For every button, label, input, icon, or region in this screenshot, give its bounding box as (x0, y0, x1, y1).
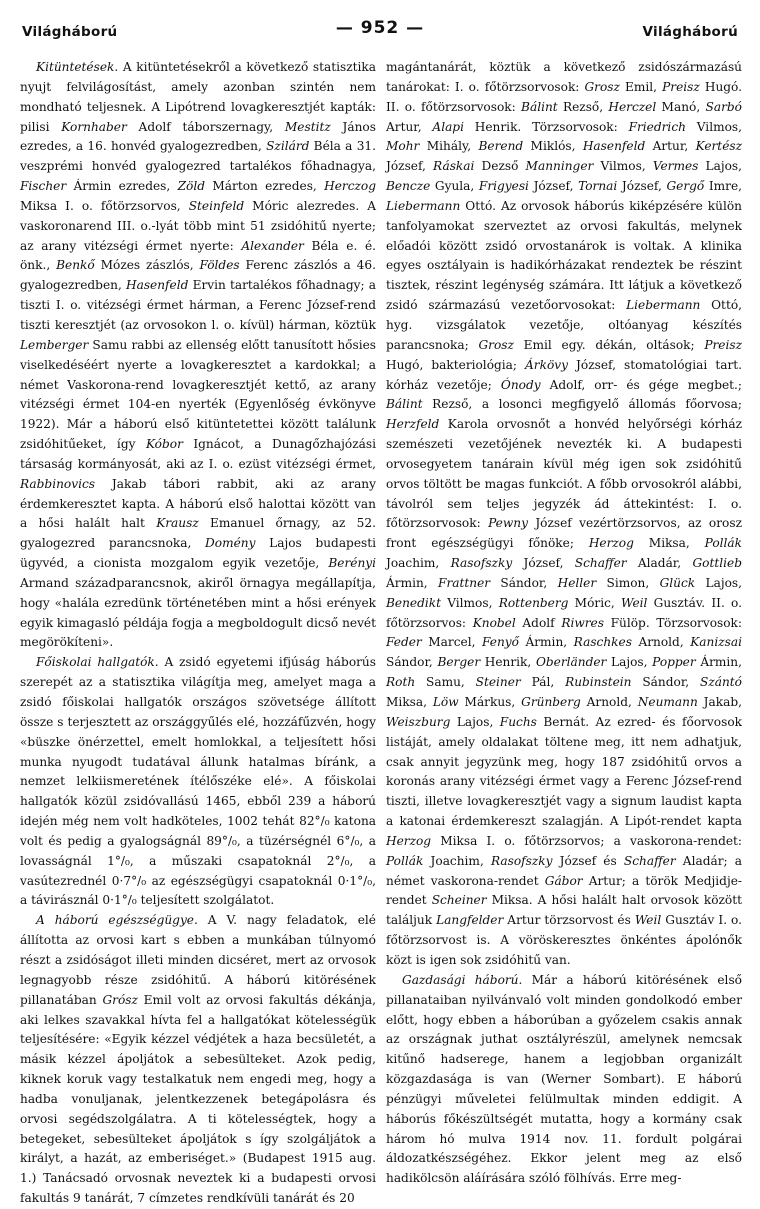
text-run: Mihály, (419, 139, 479, 154)
text-run: József vezértörzsorvos, az orosz front egészségügyi főnöke; (386, 516, 742, 551)
text-run: Lajos budapesti ügyvéd, a cionista mozgalom egyik vezetője, (20, 536, 377, 571)
text-run: János ezredes, a 16. honvéd gyalogezredben, (20, 119, 376, 154)
text-run: Aladár; a német vaskorona-rendet (386, 853, 742, 888)
text-run: Miksa I. o. főtörzsorvos, (20, 198, 189, 213)
text-run: Miksa, (633, 536, 705, 551)
text-run: Vilmos, (441, 595, 499, 610)
text-run: Adolf (515, 615, 562, 630)
italic-name: Berend (478, 139, 524, 154)
text-run: Dezső (474, 159, 526, 174)
italic-name: Zöld (177, 179, 205, 194)
text-run: Gusztáv I. o. főtörzsorvost is. A vöröskeresztes önkéntes ápolónők közt is igen sok zsidóhitű van. (386, 913, 743, 967)
text-run: Miksa. A hősi halált halt orvosok között találjuk (386, 893, 742, 928)
italic-name: Fuchs (499, 714, 537, 729)
italic-name: Domény (205, 536, 256, 551)
text-run: Armand századparancsnok, akiről örnagya megállapítja, hogy «halála ezredünk történetében mint a hősi erények egyik kimagasló példája fogja a megboldogult dicső nevét megörökíteni». (20, 575, 376, 650)
text-run: Rezső, a losonci megfigyelő állomás főorvosa; (422, 397, 742, 412)
italic-name: Grosz (584, 79, 620, 94)
italic-name: Liebermann (626, 298, 701, 313)
italic-name: Ónody (500, 377, 541, 392)
italic-name: Frattner (438, 575, 491, 590)
text-run: Jakab, (697, 695, 742, 709)
italic-name: Herzog (386, 833, 432, 848)
text-run: József, (617, 179, 667, 194)
text-run: Emil, (619, 79, 663, 94)
italic-name: Tornai (578, 179, 618, 194)
italic-name: Gazdasági háború. (402, 972, 523, 987)
italic-name: Szilárd (266, 139, 310, 154)
italic-name: Roth (386, 675, 416, 690)
text-run: Mózes zászlós, (94, 258, 200, 273)
text-run: Lajos, (695, 575, 742, 590)
italic-name: Schaffer (574, 556, 627, 571)
italic-name: Heller (557, 575, 597, 590)
italic-name: Grünberg (521, 695, 581, 709)
text-run: Lajos, (606, 655, 653, 670)
text-run: Ottó. Az orvosok háborús kiképzésére külön tanfolyamokat szerveztet az orvosi fakultás, melynek előadói között zsidó orvostanárok is voltak. A klinika egyes osztályain is hadikórházakat rendeztek be részint tisztek, részint legénység számára. Itt látjuk a következő zsidó származású vezetőorvosokat: (386, 198, 742, 313)
text-run: Emil volt az orvosi fakultás dékánja, aki lelkes szavakkal hívta fel a hallgatókat kötelességük teljesítésére: «Egyik kézzel védjétek a haza becsületét, a másik kézzel ápoljátok a sebesülteket. Azok pedig, kiknek koruk vagy testalkatuk nem engedi meg, hogy a hadba vonuljanak, jelentkezzenek betegápolásra és orvosi segédszolgálatra. A ti kötelességtek, hogy a betegeket, sebesülteket ápoljátok s így szolgáljátok a királyt, a hazát, az emberiséget.» (Budapest 1915 aug. 1.) Tanácsadó orvosnak neveztek ki a budapesti orvosi fakultás 9 tanárát, 7 címzetes rendkívüli tanárát és 20 (20, 992, 376, 1206)
italic-name: Langfelder (436, 913, 504, 928)
text-run: Imre, (704, 179, 743, 194)
text-run: Vilmos, (685, 119, 742, 134)
text-run: Ignácot, a Dunagőzhajózási társaság kormányosát, aki az I. o. ezüst vitézségi érmet, (20, 437, 376, 471)
italic-name: Szántó (700, 675, 742, 690)
italic-name: Frigyesi (478, 179, 529, 194)
italic-name: Sarbó (705, 99, 742, 114)
text-run: Hugó, bakteriológia; (386, 357, 526, 372)
text-run: A kitüntetésekről a következő statisztika nyujt felvilágosítást, amely azonban szintén nem mondható teljesnek. A Lipótrend lovagkeresztjét kapták: pilisi (20, 60, 376, 134)
text-run: Béla a 31. veszprémi honvéd gyalogezred tartalékos főhadnagya, (20, 139, 376, 174)
italic-name: Popper (652, 655, 696, 670)
text-run: Joachim, (423, 853, 491, 868)
text-run: Márkus, (458, 695, 522, 709)
italic-name: Weiszburg (386, 714, 451, 729)
text-run: Lajos, (698, 159, 742, 174)
italic-name: Mohr (386, 139, 420, 154)
text-run: Manó, (656, 99, 706, 114)
text-run: Bernát. Az ezred- és főorvosok listáját, amely oldalakat töltene meg, itt nem adhatjuk, csak annyit jegyzünk meg, hogy 187 zsidóhitű orvos a koronás arany vitézségi érmet vagy a Ferenc József-rend tiszti, illetve lovagkeresztjét vagy a signum laudist kapta a katonai érdemkereszt szalagján. A Lipót-rendet kapta (386, 714, 742, 829)
italic-name: Schaffer (623, 853, 676, 868)
text-run: Gusztáv. II. o. főtörzsorvos: (386, 595, 742, 630)
text-run: Samu rabbi az ellenség előtt tanusított hősies viselkedéséért nyerte a lovagkeresztet a kardokkal; a német Vaskorona-rend lovagkeresztjét kettő, az arany vitézségi érmet 104-en nyerték (Egyenlőség évkönyve 1922). Már a háború első kitüntetettei között találunk zsidóhitűeket, így (20, 337, 376, 452)
text-run: József, (386, 159, 434, 174)
text-run: Sándor, (490, 575, 558, 590)
text-run: Móric alezredes. A vaskoronarend III. o.-lyát több mint 51 zsidóhitű nyerte; az arany vitézségi érmet nyerte: (20, 198, 376, 253)
italic-name: Weil (634, 913, 662, 928)
page-number: — 952 — (335, 18, 425, 38)
header-left-keyword: Világháború (22, 24, 118, 40)
page-header (0, 0, 760, 42)
italic-name: Pollák (386, 853, 424, 868)
text-run: Marcel, (421, 635, 482, 650)
italic-name: Bencze (386, 179, 431, 194)
text-run: Simon, (596, 575, 660, 590)
text-run: Arnold, (580, 695, 638, 709)
italic-name: Herzog (588, 536, 634, 551)
italic-name: Rasofszky (450, 556, 513, 571)
text-run: Móric, (568, 595, 621, 610)
text-run: A V. nagy feladatok, elé állította az orvosi kart s ebben a munkában túlnyomó részt a zsidóságot illeti minden dicséret, mert az orvosok legnagyobb része zsidóhitű. A háború kitörésének pillanatában (20, 913, 376, 1007)
italic-name: Árkövy (525, 357, 568, 372)
text-run: Rezső, (557, 99, 609, 114)
italic-name: Kitüntetések. (36, 60, 119, 74)
text-run: Vilmos, (593, 159, 653, 174)
italic-name: Alapi (432, 119, 464, 134)
italic-name: Gábor (544, 873, 583, 888)
italic-name: Gergő (666, 179, 705, 194)
text-run: Ervin tartalékos főhadnagy; a tiszti I. o. vitézségi érmet hárman, a Ferenc József-rend tiszti keresztjét (az orvosokon l. o. kívül) hárman, köztük (20, 278, 376, 332)
text-run: Már a háború kitörésének első pillanataiban nyilvánvaló volt minden gondolkodó ember előtt, hogy ebben a háborúban a győzelem csakis annak az országnak juthat osztályrészül, amelynek nemcsak kitűnő hadserege, hanem a legjobban organizált közgazdasága is van (Werner Sombart). E háború pénzügyi műveletei felülmultak minden eddigit. A háborús főkészültségét mutatta, hogy a kormány csak három hó mulva 1914 nov. 11. fordult polgárai áldozatkészségéhez. Ekkor jelent meg az első hadikölcsön aláírására szóló fölhívás. Erre meg- (386, 972, 742, 1186)
paragraph (386, 58, 742, 971)
italic-name: Scheiner (431, 893, 487, 908)
italic-name: Raschkes (573, 635, 632, 650)
italic-name: Manninger (525, 159, 594, 174)
italic-name: Steiner (475, 675, 521, 690)
italic-name: Berényi (328, 556, 376, 571)
italic-name: Krausz (156, 516, 199, 531)
italic-name: Fischer (20, 179, 67, 194)
italic-name: Rabbinovics (20, 476, 95, 491)
italic-name: Rasofszky (490, 853, 553, 868)
italic-name: Berger (437, 655, 481, 670)
italic-name: Grósz (102, 992, 138, 1007)
italic-name: A háború egészségügye. (36, 913, 198, 928)
text-run: Samu, (415, 675, 476, 690)
text-run: Artur; a török Medjidje-rendet (386, 873, 742, 908)
italic-name: Oberländer (535, 655, 607, 670)
italic-name: Pollák (704, 536, 743, 551)
text-run: Adolf, orr- és gége megbet.; (540, 377, 743, 392)
italic-name: Hasenfeld (126, 278, 189, 293)
italic-name: Feder (386, 635, 422, 650)
text-run: Ármin, (518, 635, 574, 650)
italic-name: Glück (659, 575, 696, 590)
italic-name: Benedikt (386, 595, 442, 610)
italic-name: Steinfeld (188, 198, 245, 213)
paragraph (386, 971, 742, 1189)
text-run: Lajos, (450, 714, 500, 729)
text-run: Artur, (645, 139, 696, 154)
text-run: Pál, (520, 675, 566, 690)
italic-name: Benkő (56, 258, 95, 273)
text-run: Miksa I. o. főtörzsorvos; a vaskorona-rendet: (431, 833, 742, 848)
text-run: Ottó, hyg. vizsgálatok vezetője, oltóanyag készítés parancsnoka; (386, 298, 742, 352)
italic-name: Fenyő (482, 635, 519, 650)
italic-name: Főiskolai hallgatók. (36, 655, 159, 670)
italic-name: Alexander (241, 238, 304, 253)
italic-name: Bálint (521, 99, 558, 114)
italic-name: Vermes (652, 159, 699, 174)
italic-name: Liebermann (386, 198, 461, 213)
italic-name: Hasenfeld (582, 139, 646, 154)
italic-name: Lemberger (20, 337, 89, 352)
italic-name: Földes (199, 258, 240, 273)
italic-name: Kóbor (145, 437, 183, 452)
paragraph (20, 58, 376, 653)
text-run: Artur törzsorvost és (503, 913, 635, 928)
italic-name: Herczog (324, 179, 376, 194)
text-run: Adolf táborszernagy, (126, 119, 285, 134)
italic-name: Herczel (608, 99, 657, 114)
header-right-keyword: Világháború (642, 24, 738, 40)
text-run: Artur, (386, 119, 433, 134)
text-run: Jakab tábori rabbit, aki az arany érdemkeresztet kapta. A háború első halottai között van a hősi halált halt (20, 476, 376, 531)
italic-name: Löw (432, 695, 459, 709)
text-run: Ármin ezredes, (66, 179, 178, 194)
italic-name: Grosz (478, 337, 514, 352)
italic-name: Kertész (695, 139, 743, 154)
text-run: Emanuel őrnagy, az 52. gyalogezred parancsnoka, (20, 516, 376, 551)
italic-name: Preisz (704, 337, 742, 352)
italic-name: Pewny (488, 516, 528, 531)
text-run: Henrik. Törzsorvosok: (463, 119, 629, 134)
italic-name: Neumann (637, 695, 698, 709)
text-run: Arnold, (631, 635, 691, 650)
text-run: Joachim, (386, 556, 451, 571)
italic-name: Bálint (386, 397, 423, 412)
text-run: Gyula, (430, 179, 479, 194)
text-run: magántanárát, köztük a következő zsidószármazású tanárokat: I. o. főtörzsorvosok: (386, 60, 742, 94)
paragraph (20, 653, 376, 911)
text-run: Fülöp. Törzsorvosok: (603, 615, 742, 630)
text-run: Béla e. é. önk., (20, 238, 376, 273)
left-column (20, 58, 376, 1209)
italic-name: Knobel (472, 615, 516, 630)
text-run: Ármin, (695, 655, 742, 670)
italic-name: Kanizsai (690, 635, 742, 650)
italic-name: Riwres (561, 615, 604, 630)
text-run: Karola orvosnőt a honvéd helyőrségi kórház szemészeti vezetőjének nevezték ki. A budapesti orvosegyetem tanárain kívül még igen sok zsidóhitű orvos töltött be magas funkciót. A főbb orvosokról alábbi, távolról sem teljes jegyzék ád áttekintést: I. o. főtörzsorvosok: (386, 417, 742, 531)
italic-name: Ráskai (433, 159, 475, 174)
italic-name: Rubinstein (565, 675, 632, 690)
text-run: József és (552, 853, 624, 868)
text-run: Aladár, (626, 556, 693, 571)
text-run: József, (512, 556, 575, 571)
italic-name: Kornhaber (61, 119, 127, 134)
italic-name: Rottenberg (498, 595, 569, 610)
italic-name: Friedrich (628, 119, 686, 134)
text-run: Ármin, (386, 575, 439, 590)
text-run: A zsidó egyetemi ifjúság háborús szerepét az a statisztika világítja meg, amelyet maga a zsidó főiskolai hallgatók országos szövetsége állított össze s terjesztett az országgyűlés elé, hozzáfűzvén, hogy «büszke önérzettel, emelt homlokkal, a teljesített hősi munka nyugodt tudatával állunk hatalmas bíránk, a nemzet lelkiismeretének ítélőszéke elé». A főiskolai hallgatók közül zsidóvallású 1465, ebből 239 a háború idején még nem volt hadköteles, 1002 tehát 82°/₀ katona volt és pedig a gyalogságnál 89°/₀, a tüzérségnél 6°/₀, a lovasságnál 1°/₀, a műszaki csapatoknál 2°/₀, a vasútezrednél 0·7°/₀ az egészségügyi csapatoknál 0·1°/₀, a távirásznál 0·1°/₀ teljesített szolgálatot. (20, 655, 376, 908)
text-run: Márton ezredes, (205, 179, 325, 194)
paragraph (20, 911, 376, 1209)
right-column (386, 58, 742, 1189)
text-run: Emil egy. dékán, oltások; (513, 337, 705, 352)
italic-name: Preisz (662, 79, 700, 94)
italic-name: Weil (620, 595, 648, 610)
text-run: Henrik, (480, 655, 536, 670)
text-run: Sándor, (631, 675, 701, 690)
text-run: József, (528, 179, 579, 194)
italic-name: Gottlieb (692, 556, 742, 571)
text-run: Ferenc zászlós a 46. gyalogezredben, (20, 258, 376, 293)
text-run: Miksa, (386, 695, 433, 709)
text-run: Sándor, (386, 655, 438, 670)
text-run: Miklós, (523, 139, 583, 154)
text-run: Hugó. II. o. főtörzsorvosok: (386, 79, 742, 114)
italic-name: Herzfeld (386, 417, 440, 432)
text-run: József, stomatológiai tart. kórház vezetője; (386, 357, 743, 392)
italic-name: Mestitz (284, 119, 331, 134)
